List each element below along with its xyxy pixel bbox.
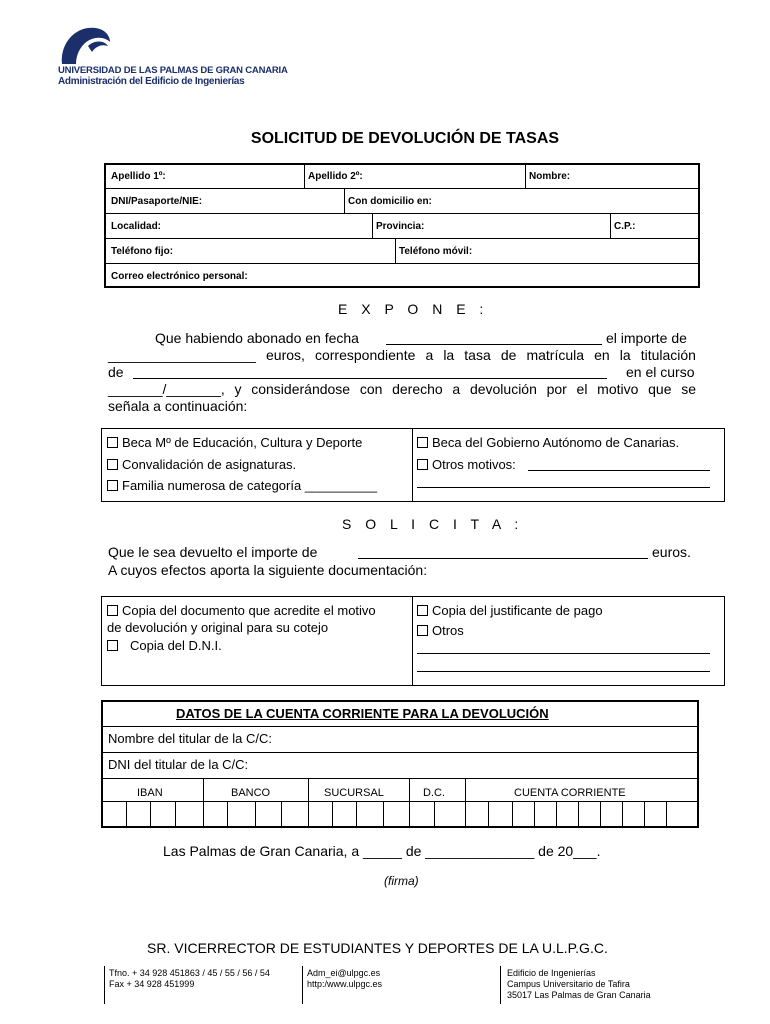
footer-addr1: Edificio de Ingenierías: [507, 968, 596, 978]
destinatario: SR. VICERRECTOR DE ESTUDIANTES Y DEPORTES DE LA U.L.P.G.C.: [147, 940, 608, 956]
expone-line4: [108, 381, 696, 397]
digit-cell-divider: [332, 801, 333, 826]
expone-heading: E X P O N E :: [338, 301, 489, 317]
col-sucursal: SUCURSAL: [324, 787, 384, 799]
dni-titular-field[interactable]: DNI del titular de la C/C:: [108, 757, 249, 772]
digit-cell-divider: [666, 801, 667, 826]
motivo-convalidacion[interactable]: [107, 457, 296, 472]
digit-cell-divider: [150, 801, 151, 826]
expone-line2: [108, 347, 696, 363]
solicita-line2: A cuyos efectos aporta la siguiente documentación:: [108, 562, 428, 578]
curso-blank[interactable]: _______/_______,: [108, 381, 225, 397]
option-label: Copia del documento que acredite el motivo: [122, 603, 376, 618]
checkbox-icon[interactable]: [417, 437, 428, 448]
word: la: [443, 347, 455, 363]
word: derecho: [392, 381, 443, 397]
digit-group-divider: [203, 801, 204, 826]
doc-justificante-pago[interactable]: [417, 603, 603, 618]
checkbox-icon[interactable]: [107, 459, 118, 470]
word: a: [452, 381, 461, 397]
titular-field[interactable]: Nombre del titular de la C/C:: [108, 731, 273, 746]
motivo-otros[interactable]: [417, 457, 516, 472]
digit-cell-divider: [126, 801, 127, 826]
footer-phone: [109, 968, 270, 990]
col-banco: BANCO: [231, 787, 271, 799]
option-label: Convalidación de asignaturas.: [122, 457, 297, 472]
digit-group-divider: [465, 801, 466, 826]
page-title: SOLICITUD DE DEVOLUCIÓN DE TASAS: [250, 130, 560, 147]
motivo-familia-numerosa[interactable]: [107, 478, 377, 493]
logo-department-name: Administración del Edificio de Ingenierías: [58, 76, 245, 87]
lugar-fecha-line[interactable]: Las Palmas de Gran Canaria, a _____ de ______________ de 20___.: [163, 843, 601, 859]
checkbox-icon[interactable]: [107, 605, 118, 616]
telefono-fijo-field[interactable]: Teléfono fijo:: [111, 246, 174, 257]
doc-otros[interactable]: [417, 623, 464, 638]
fecha-blank[interactable]: [386, 344, 602, 345]
domicilio-field[interactable]: Con domicilio en:: [348, 196, 432, 207]
apellido2-field[interactable]: Apellido 2º:: [308, 171, 363, 182]
cuenta-heading: DATOS DE LA CUENTA CORRIENTE PARA LA DEVOLUCIÓN: [176, 706, 549, 721]
importe-blank[interactable]: ___________________: [108, 347, 256, 363]
word: el: [576, 381, 588, 397]
expone-line3-b: en el curso: [626, 364, 695, 380]
digit-cell-divider: [434, 801, 435, 826]
doc-copia-dni[interactable]: [107, 638, 222, 653]
solicita-line1-a: Que le sea devuelto el importe de: [108, 544, 318, 560]
col-iban: IBAN: [137, 787, 163, 799]
checkbox-icon[interactable]: [107, 480, 118, 491]
word: correspondiente: [314, 347, 416, 363]
word: en: [594, 347, 610, 363]
digit-cell-divider: [534, 801, 535, 826]
option-label: Beca Mº de Educación, Cultura y Deporte: [122, 435, 363, 450]
word: la: [619, 347, 631, 363]
word: motivo: [597, 381, 639, 397]
doc-otros-blank-2[interactable]: [417, 671, 710, 672]
word: a: [425, 347, 434, 363]
doc-acredite-motivo-cont: de devolución y original para su cotejo: [107, 620, 329, 635]
word: por: [546, 381, 567, 397]
correo-field[interactable]: Correo electrónico personal:: [111, 271, 248, 282]
doc-otros-blank-1[interactable]: [417, 653, 710, 654]
expone-line5: señala a continuación:: [108, 398, 248, 414]
personal-data-form: [104, 163, 700, 288]
localidad-field[interactable]: Localidad:: [111, 221, 162, 232]
doc-acredite-motivo[interactable]: [107, 603, 376, 618]
provincia-field[interactable]: Provincia:: [376, 221, 425, 232]
digit-group-divider: [308, 801, 309, 826]
digit-group-divider: [409, 801, 410, 826]
digit-cell-divider: [556, 801, 557, 826]
digit-cell-divider: [227, 801, 228, 826]
motivo-beca-canarias[interactable]: [417, 435, 679, 450]
footer-addr3: 35017 Las Palmas de Gran Canaria: [507, 990, 651, 1000]
option-label: Familia numerosa de categoría __________: [122, 478, 378, 493]
digit-cell-divider: [281, 801, 282, 826]
solicita-line1-b: euros.: [652, 544, 691, 560]
digit-cell-divider: [488, 801, 489, 826]
footer-email[interactable]: Adm_ei@ulpgc.es: [307, 968, 381, 978]
nombre-field[interactable]: Nombre:: [529, 171, 571, 182]
word: matrícula: [526, 347, 585, 363]
expone-line3-a: de: [108, 364, 124, 380]
expone-line1-b: el importe de: [606, 330, 687, 346]
digit-cell-divider: [578, 801, 579, 826]
option-label: Otros: [432, 623, 464, 638]
otros-motivos-blank[interactable]: [528, 470, 710, 471]
titulacion-blank[interactable]: [133, 378, 607, 379]
university-logo: [58, 24, 118, 66]
solicita-heading: S O L I C I T A :: [342, 516, 524, 532]
digit-cell-divider: [600, 801, 601, 826]
footer-web[interactable]: http:/www.ulpgc.es: [307, 979, 383, 989]
col-cuenta-corriente: CUENTA CORRIENTE: [514, 787, 626, 799]
footer-contact: [307, 968, 382, 990]
digit-cell-divider: [383, 801, 384, 826]
option-label: Copia del justificante de pago: [432, 603, 603, 618]
word: que: [648, 381, 672, 397]
word: devolución: [469, 381, 537, 397]
apellido1-field[interactable]: Apellido 1º:: [111, 171, 166, 182]
word: tasa: [464, 347, 491, 363]
word: titulación: [640, 347, 696, 363]
word: euros,: [266, 347, 305, 363]
checkbox-icon[interactable]: [417, 605, 428, 616]
logo-university-name: UNIVERSIDAD DE LAS PALMAS DE GRAN CANARIA: [58, 65, 288, 76]
cp-field[interactable]: C.P.:: [614, 221, 636, 232]
digit-cell-divider: [512, 801, 513, 826]
col-dc: D.C.: [423, 787, 445, 799]
footer-addr2: Campus Universitario de Tafira: [507, 979, 630, 989]
digit-cell-divider: [644, 801, 645, 826]
word: de: [500, 347, 517, 363]
otros-motivos-blank-2[interactable]: [417, 487, 710, 488]
footer-address: [507, 968, 651, 1001]
telefono-movil-field[interactable]: Teléfono móvil:: [399, 246, 473, 257]
dni-field[interactable]: DNI/Pasaporte/NIE:: [111, 196, 203, 207]
footer-tfno: Tfno. + 34 928 451863 / 45 / 55 / 56 / 54: [109, 968, 270, 978]
firma-label: (firma): [384, 874, 419, 888]
word: se: [681, 381, 696, 397]
solicita-importe-blank[interactable]: [358, 558, 648, 559]
digit-cell-divider: [255, 801, 256, 826]
digit-cell-divider: [175, 801, 176, 826]
option-label: Copia del D.N.I.: [130, 638, 222, 653]
checkbox-icon[interactable]: [417, 459, 428, 470]
motivo-beca-ministerio[interactable]: [107, 435, 362, 450]
word: considerándose: [251, 381, 351, 397]
expone-line1-a: Que habiendo abonado en fecha: [155, 330, 359, 346]
footer-fax: Fax + 34 928 451999: [109, 979, 195, 989]
digit-cell-divider: [356, 801, 357, 826]
word: y: [234, 381, 242, 397]
checkbox-icon[interactable]: [417, 625, 428, 636]
digit-cell-divider: [622, 801, 623, 826]
checkbox-icon[interactable]: [107, 437, 118, 448]
option-label: Otros motivos:: [432, 457, 516, 472]
option-label: Beca del Gobierno Autónomo de Canarias.: [432, 435, 680, 450]
word: con: [359, 381, 383, 397]
checkbox-icon[interactable]: [107, 640, 118, 651]
